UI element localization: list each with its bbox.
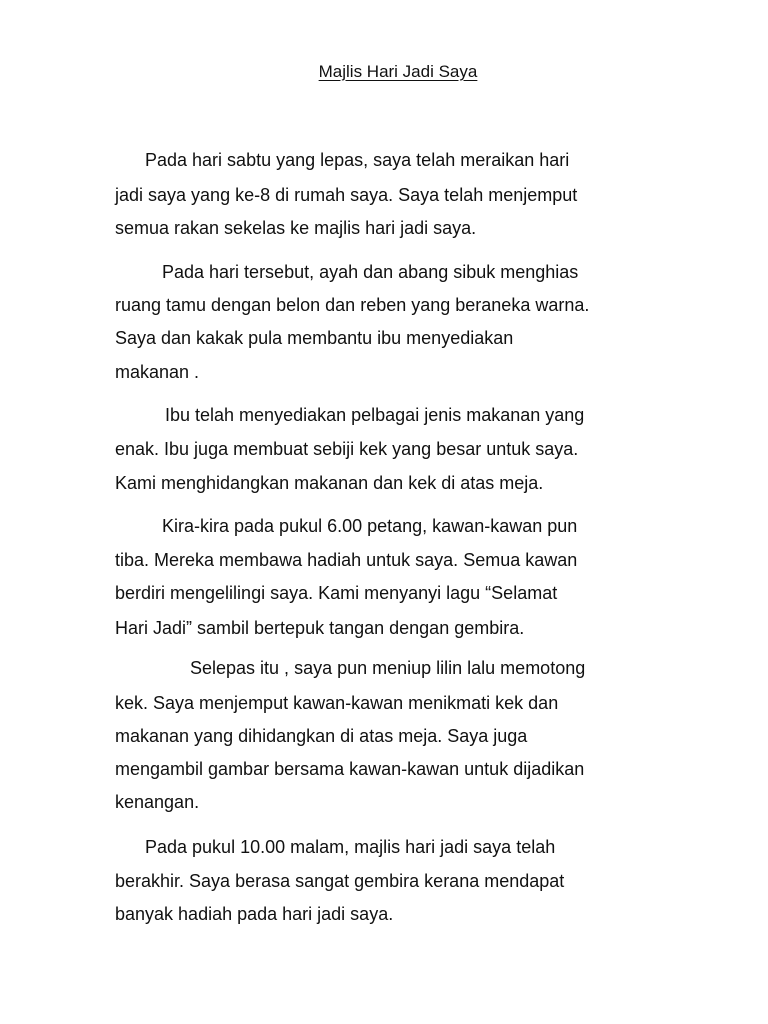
paragraph-1-line-1: Pada hari sabtu yang lepas, saya telah meraikan hari	[145, 150, 570, 170]
paragraph-5-line-5: kenangan.	[115, 792, 200, 812]
paragraph-5-line-1: Selepas itu , saya pun meniup lilin lalu memotong	[190, 658, 586, 678]
paragraph-2-line-2: ruang tamu dengan belon dan reben yang beraneka warna.	[115, 295, 590, 315]
paragraph-1-line-2: jadi saya yang ke-8 di rumah saya. Saya telah menjemput	[115, 185, 578, 205]
paragraph-6-line-3: banyak hadiah pada hari jadi saya.	[115, 904, 394, 924]
paragraph-4-line-1: Kira-kira pada pukul 6.00 petang, kawan-kawan pun	[162, 516, 578, 536]
paragraph-5-line-2: kek. Saya menjemput kawan-kawan menikmati kek dan	[115, 693, 559, 713]
document-title: Majlis Hari Jadi Saya	[318, 62, 478, 81]
paragraph-2-line-3: Saya dan kakak pula membantu ibu menyediakan	[115, 328, 514, 348]
paragraph-3-line-3: Kami menghidangkan makanan dan kek di atas meja.	[115, 473, 544, 493]
paragraph-5-line-3: makanan yang dihidangkan di atas meja. Saya juga	[115, 726, 528, 746]
paragraph-2-line-1: Pada hari tersebut, ayah dan abang sibuk menghias	[162, 262, 579, 282]
paragraph-4-line-4: Hari Jadi” sambil bertepuk tangan dengan gembira.	[115, 618, 525, 638]
paragraph-1-line-3: semua rakan sekelas ke majlis hari jadi saya.	[115, 218, 477, 238]
paragraph-5-line-4: mengambil gambar bersama kawan-kawan untuk dijadikan	[115, 759, 585, 779]
paragraph-6-line-2: berakhir. Saya berasa sangat gembira kerana mendapat	[115, 871, 565, 891]
paragraph-3-line-2: enak. Ibu juga membuat sebiji kek yang besar untuk saya.	[115, 439, 579, 459]
paragraph-2-line-4: makanan .	[115, 362, 200, 382]
paragraph-6-line-1: Pada pukul 10.00 malam, majlis hari jadi saya telah	[145, 837, 556, 857]
paragraph-4-line-2: tiba. Mereka membawa hadiah untuk saya. Semua kawan	[115, 550, 578, 570]
paragraph-3-line-1: Ibu telah menyediakan pelbagai jenis makanan yang	[165, 405, 585, 425]
paragraph-4-line-3: berdiri mengelilingi saya. Kami menyanyi lagu “Selamat	[115, 583, 558, 603]
